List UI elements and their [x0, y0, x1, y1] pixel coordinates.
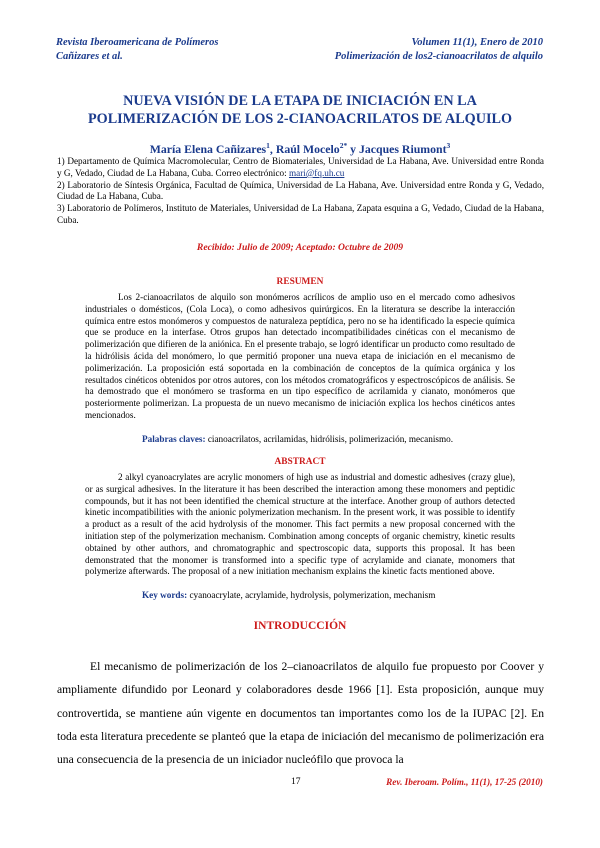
abstract-body: [85, 472, 515, 578]
key-words-text: cyanoacrylate, acrylamide, hydrolysis, polymerization, mechanism: [187, 590, 436, 600]
abstract-heading: ABSTRACT: [274, 457, 326, 467]
email-link[interactable]: mari@fq.uh.cu: [289, 167, 345, 178]
title-line-1: NUEVA VISIÓN DE LA ETAPA DE INICIACIÓN EN LA: [123, 93, 477, 109]
author-1-affil: 1: [266, 141, 270, 150]
introduccion-heading: INTRODUCCIÓN: [253, 620, 347, 632]
running-header-left: [56, 36, 218, 64]
resumen-body: [85, 292, 515, 422]
author-3: Jacques Riumont: [359, 141, 447, 156]
affiliations: [57, 156, 544, 227]
author-separator: ,: [269, 141, 276, 156]
introduccion-text: El mecanismo de polimerización de los 2–cianoacrilatos de alquilo fue propuesto por Coover y ampliamente difundido por Leonard y colaboradores desde 1966 [1]. Esta proposición, aunque muy controvertida, se mantiene aún vigente en documentos tan importantes como los de la IUPAC [2]. En toda esta literatura precedente se planteó que la etapa de iniciación del mecanismo de polimerización era una consecuencia de la presencia de un iniciador nucleófilo que provoca la: [57, 660, 544, 767]
affiliation-1: [57, 156, 544, 180]
authors-short: Cañizares et al.: [56, 51, 123, 62]
palabras-claves-text: cianoacrilatos, acrilamidas, hidrólisis, polimerización, mecanismo.: [205, 434, 454, 444]
resumen-heading: RESUMEN: [276, 277, 324, 287]
title-line-2: POLIMERIZACIÓN DE LOS 2-CIANOACRILATOS DE ALQUILO: [88, 111, 512, 127]
received-dates: Recibido: Julio de 2009; Aceptado: Octubre de 2009: [196, 242, 404, 253]
resumen-text: Los 2-cianoacrilatos de alquilo son monómeros acrílicos de amplio uso en el mercado como adhesivos industriales o domésticos, (Cola Loca), o como adhesivos quirúrgicos. En la literatura se describe la interacción química entre estos monómeros y compuestos de naturaleza peptídica, pero no se ha identificado la especie química que se produce en la interfase. Otros grupos han detectado incompatibilidades cinéticas con el mecanismo de polimerización que difieren de la aniónica. En el presente trabajo, se logró identificar un producto como resultado de la hidrólisis ácida del monómero, lo que permitió proponer una nueva etapa de iniciación en el mecanismo de polimerización. La proposición está soportada en la combinación de conceptos de la química orgánica y los resultados cinéticos obtenidos por otros autores, con los métodos cromatográficos y espectroscópicos de análisis. Se ha demostrado que el monómero se trasforma en un tipo específico de acrilamida y cianato, monómeros que posteriormente polimerizan. La propuesta de un nuevo mecanismo de iniciación explica los hechos cinéticos antes mencionados.: [85, 292, 515, 420]
author-separator: y: [347, 141, 359, 156]
footer-citation: Rev. Iberoam. Polím., 11(1), 17-25 (2010): [386, 777, 543, 787]
author-1: María Elena Cañizares: [149, 141, 267, 156]
journal-name: Revista Iberoamericana de Polímeros: [56, 37, 219, 48]
key-words: [142, 590, 435, 600]
paper-title: [40, 92, 560, 128]
author-2-affil: 2*: [339, 141, 348, 150]
author-2: Raúl Mocelo: [275, 141, 340, 156]
running-title: Polimerización de los2-cianoacrilatos de alquilo: [334, 51, 543, 62]
affiliation-1-text: 1) Departamento de Química Macromolecular, Centro de Biomateriales, Universidad de La Habana, Ave. Universidad entre Ronda y G, Vedado, Ciudad de La Habana, Cuba. Correo electrónico:: [57, 156, 544, 178]
affiliation-3: 3) Laboratorio de Polímeros, Instituto de Materiales, Universidad de La Habana, Zapata esquina a G, Vedado, Ciudad de la Habana, Cuba.: [57, 203, 544, 225]
key-words-label: Key words:: [142, 590, 188, 600]
palabras-claves: [142, 434, 453, 444]
author-3-affil: 3: [446, 141, 451, 150]
author-list: [40, 138, 560, 157]
introduccion-body: [57, 655, 544, 771]
page-number: 17: [291, 776, 301, 787]
volume-info: Volumen 11(1), Enero de 2010: [411, 37, 543, 48]
abstract-text: 2 alkyl cyanoacrylates are acrylic monomers of high use as industrial and domestic adhesives (crazy glue), or as surgical adhesives. In the literature it has been described the interaction among these monomers and peptidic compounds, but it has not been identified the chemical structure at the interface. Another group of authors detected kinetic incompatibilities with the anionic polymerization mechanism. In the present work, it was possible to identify a product as a result of the acid hydrolysis of the monomer. This fact permits a new proposal concerned with the initiation step of the polymerization mechanism. Combination among concepts of organic chemistry, kinetic results obtained by other authors, and chromatographic and spectroscopic data, supports this proposal. It has been demonstrated that the monomer is transformed into a specific type of acrylamide and cianate, monomers that polymerize afterwards. The proposal of a new initiation mechanism explains the kinetic facts mentioned above.: [85, 472, 515, 577]
affiliation-2: 2) Laboratorio de Síntesis Orgánica, Facultad de Química, Universidad de La Habana, Ave. Universidad entre Ronda y G, Vedado, Ciudad de La Habana, Cuba.: [57, 179, 544, 202]
running-header-right: [335, 36, 543, 64]
palabras-claves-label: Palabras claves:: [142, 434, 206, 444]
